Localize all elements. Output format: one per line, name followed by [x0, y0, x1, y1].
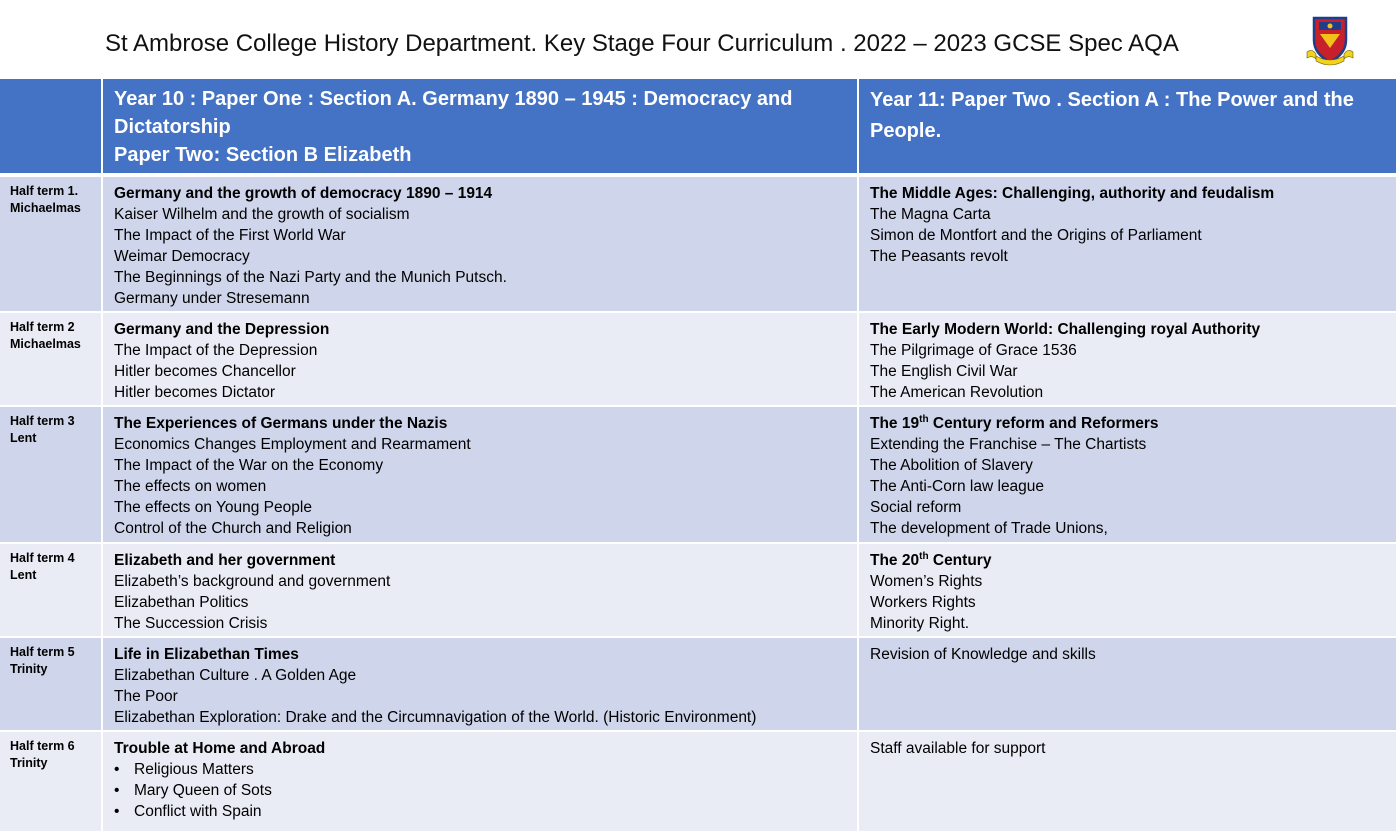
- topic-item: The Peasants revolt: [870, 248, 1008, 265]
- topic-heading: The Experiences of Germans under the Nazis: [114, 415, 448, 432]
- topic-item: The Impact of the First World War: [114, 227, 346, 244]
- term-cell: [0, 406, 102, 543]
- topic-item: Weimar Democracy: [114, 248, 250, 265]
- term-label: Half term 2: [10, 320, 75, 334]
- table-row: [0, 543, 1396, 637]
- year10-cell: [102, 543, 858, 637]
- header-year10: [102, 79, 858, 175]
- term-label: Half term 4: [10, 551, 75, 565]
- topic-item: The Succession Crisis: [114, 615, 268, 632]
- year11-cell: [858, 175, 1396, 312]
- year10-cell: [102, 312, 858, 406]
- term-label: Half term 3: [10, 414, 75, 428]
- topic-heading: Elizabeth and her government: [114, 552, 336, 569]
- heading-text: The 20: [870, 552, 920, 569]
- topic-item: Women’s Rights: [870, 573, 983, 590]
- topic-heading: Germany and the growth of democracy 1890 – 1914: [114, 185, 493, 202]
- term-cell: [0, 731, 102, 831]
- term-label: Half term 1.: [10, 184, 79, 198]
- topic-item: Economics Changes Employment and Rearmament: [114, 436, 471, 453]
- term-season: Lent: [10, 431, 37, 445]
- table-header-row: [0, 79, 1396, 175]
- topic-item: Elizabeth’s background and government: [114, 573, 391, 590]
- topic-item: The Pilgrimage of Grace 1536: [870, 342, 1077, 359]
- topic-item: Elizabethan Culture . A Golden Age: [114, 667, 357, 684]
- term-cell: [0, 543, 102, 637]
- table-row: [0, 312, 1396, 406]
- term-cell: [0, 175, 102, 312]
- topic-item: Staff available for support: [870, 740, 1046, 757]
- topic-heading: Germany and the Depression: [114, 321, 330, 338]
- year10-cell: [102, 175, 858, 312]
- year11-cell: [858, 543, 1396, 637]
- topic-item: Hitler becomes Chancellor: [114, 363, 296, 380]
- topic-heading: Life in Elizabethan Times: [114, 646, 299, 663]
- term-label: Half term 6: [10, 739, 75, 753]
- header-year10-line: Year 10 : Paper One : Section A. Germany 1890 – 1945 : Democracy and: [114, 88, 793, 110]
- heading-superscript: th: [919, 413, 929, 425]
- topic-item: The Beginnings of the Nazi Party and the Munich Putsch.: [114, 269, 507, 286]
- term-season: Trinity: [10, 662, 48, 676]
- bullet-item: • Religious Matters: [114, 759, 847, 780]
- page-title: St Ambrose College History Department. Key Stage Four Curriculum . 2022 – 2023 GCSE Spec AQA: [105, 30, 1179, 57]
- topic-item: The Anti-Corn law league: [870, 478, 1045, 495]
- topic-item: The American Revolution: [870, 384, 1044, 401]
- table-row: [0, 175, 1396, 312]
- topic-item: Kaiser Wilhelm and the growth of socialism: [114, 206, 410, 223]
- heading-superscript: th: [919, 550, 929, 562]
- topic-item: Workers Rights: [870, 594, 976, 611]
- topic-heading: [870, 413, 1386, 434]
- heading-text: Century: [928, 552, 992, 569]
- heading-text: Century reform and Reformers: [928, 415, 1159, 432]
- topic-item: Elizabethan Exploration: Drake and the Circumnavigation of the World. (Historic Environment): [114, 709, 757, 726]
- topic-item: The Magna Carta: [870, 206, 991, 223]
- topic-item: Minority Right.: [870, 615, 970, 632]
- year10-cell: [102, 406, 858, 543]
- topic-item: Social reform: [870, 499, 962, 516]
- heading-text: The 19: [870, 415, 920, 432]
- topic-item: The Impact of the War on the Economy: [114, 457, 384, 474]
- term-label: Half term 5: [10, 645, 75, 659]
- topic-item: Extending the Franchise – The Chartists: [870, 436, 1147, 453]
- table-row: [0, 731, 1396, 831]
- term-season: Michaelmas: [10, 337, 81, 351]
- topic-item: The development of Trade Unions,: [870, 520, 1108, 537]
- topic-item: The Poor: [114, 688, 178, 705]
- term-season: Lent: [10, 568, 37, 582]
- topic-item: Germany under Stresemann: [114, 290, 310, 307]
- year11-cell: [858, 637, 1396, 731]
- topic-heading: The Early Modern World: Challenging royal Authority: [870, 321, 1261, 338]
- topic-item: Simon de Montfort and the Origins of Parliament: [870, 227, 1202, 244]
- header-year11: [858, 79, 1396, 175]
- year10-cell: [102, 637, 858, 731]
- table-row: [0, 637, 1396, 731]
- topic-item: The effects on Young People: [114, 499, 312, 516]
- table-row: [0, 406, 1396, 543]
- header-year11-line: People.: [870, 120, 942, 142]
- header-year10-line: Paper Two: Section B Elizabeth: [114, 144, 412, 166]
- topic-heading: Trouble at Home and Abroad: [114, 740, 326, 757]
- year11-cell: [858, 312, 1396, 406]
- header-empty-cell: [0, 79, 102, 175]
- topic-item: Hitler becomes Dictator: [114, 384, 276, 401]
- topic-item: Revision of Knowledge and skills: [870, 646, 1096, 663]
- term-season: Trinity: [10, 756, 48, 770]
- term-cell: [0, 637, 102, 731]
- bullet-item: • Mary Queen of Sots: [114, 780, 847, 801]
- term-cell: [0, 312, 102, 406]
- bullet-item: • Conflict with Spain: [114, 801, 847, 822]
- topic-item: The Abolition of Slavery: [870, 457, 1033, 474]
- year11-cell: [858, 731, 1396, 831]
- topic-item: The Impact of the Depression: [114, 342, 318, 359]
- header-year11-line: Year 11: Paper Two . Section A : The Power and the: [870, 89, 1354, 111]
- topic-item: Elizabethan Politics: [114, 594, 249, 611]
- header-year10-line: Dictatorship: [114, 116, 231, 138]
- topic-heading: [870, 550, 1386, 571]
- topic-item: Control of the Church and Religion: [114, 520, 352, 537]
- term-season: Michaelmas: [10, 201, 81, 215]
- year10-cell: [102, 731, 858, 831]
- topic-heading: The Middle Ages: Challenging, authority and feudalism: [870, 185, 1275, 202]
- topic-item: The English Civil War: [870, 363, 1018, 380]
- school-crest-icon: [1306, 14, 1354, 66]
- topic-item: The effects on women: [114, 478, 267, 495]
- curriculum-table: [0, 79, 1396, 831]
- year11-cell: [858, 406, 1396, 543]
